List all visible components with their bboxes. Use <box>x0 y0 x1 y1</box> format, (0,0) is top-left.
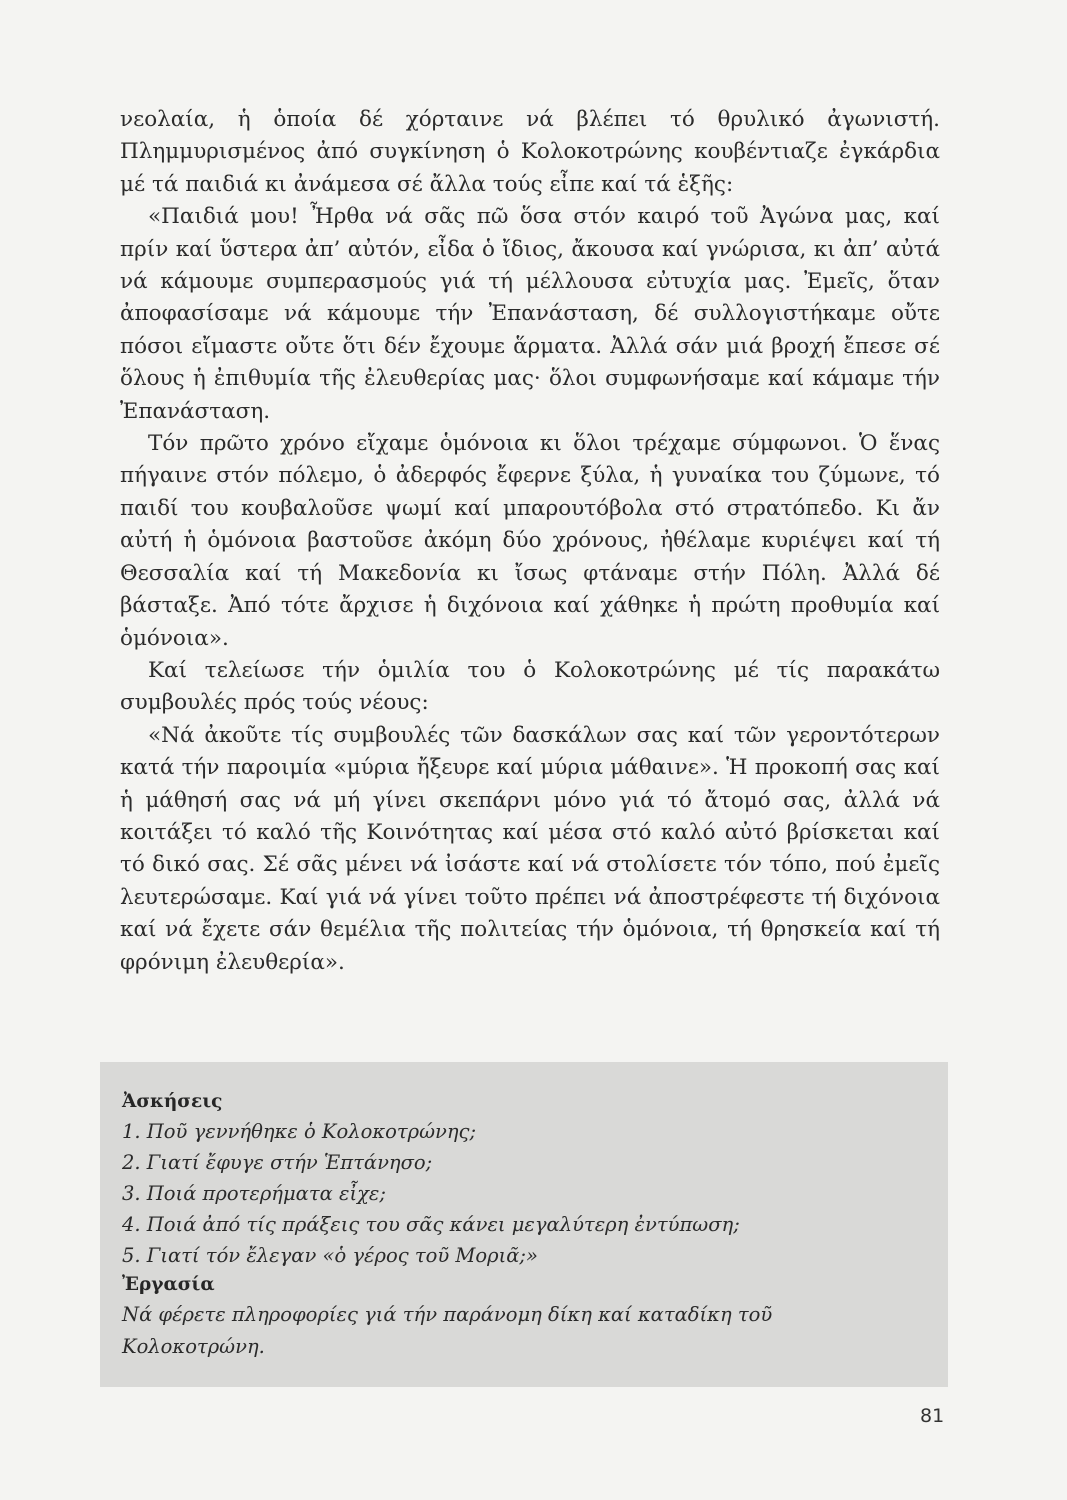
exercises-list <box>122 1116 928 1271</box>
paragraph-4: Καί τελείωσε τήν ὁμιλία του ὁ Κολοκοτρώνης μέ τίς παρακάτω συμβουλές πρός τούς νέους: <box>120 657 940 716</box>
work-text: Νά φέρετε πληροφορίες γιά τήν παράνομη δίκη καί καταδίκη τοῦ Κολοκοτρώνη. <box>122 1303 773 1358</box>
page-number: 81 <box>920 1405 945 1427</box>
paragraph-1: νεολαία, ἡ ὁποία δέ χόρταινε νά βλέπει τό θρυλικό ἀγωνιστή. Πλημμυρισμένος ἀπό συγκίνηση ὁ Κολοκοτρώνης κουβέντιαζε ἐγκάρδια μέ τά παιδιά κι ἀνάμεσα σέ ἄλλα τούς εἶπε καί τά ἑξῆς: <box>120 107 940 197</box>
main-text <box>120 104 940 979</box>
paragraph-3: Τόν πρῶτο χρόνο εἴχαμε ὁμόνοια κι ὅλοι τρέχαμε σύμφωνοι. Ὁ ἕνας πήγαινε στόν πόλεμο, ὁ ἀδερφός ἔφερνε ξύλα, ἡ γυναίκα του ζύμωνε, τό παιδί του κουβαλοῦσε ψωμί καί μπαρουτόβολα στό στρατόπεδο. Κι ἄν αὐτή ἡ ὁμόνοια βαστοῦσε ἀκόμη δύο χρόνους, ἠθέλαμε κυριέψει καί τή Θεσσαλία καί τή Μακεδονία κι ἴσως φτάναμε στήν Πόλη. Ἀλλά δέ βάσταξε. Ἀπό τότε ἄρχισε ἡ διχόνοια καί χάθηκε ἡ πρώτη προθυμία καί ὁμόνοια». <box>120 431 940 651</box>
exercise-item: 1. Ποῦ γεννήθηκε ὁ Κολοκοτρώνης; <box>122 1120 477 1143</box>
exercise-item: 2. Γιατί ἔφυγε στήν Ἑπτάνησο; <box>122 1151 433 1174</box>
exercises-heading: Ἀσκήσεις <box>122 1091 223 1112</box>
paragraph-5: «Νά ἀκοῦτε τίς συμβουλές τῶν δασκάλων σας καί τῶν γεροντότερων κατά τήν παροιμία «μύρια ἤξευρε καί μύρια μάθαινε». Ἡ προκοπή σας καί ἡ μάθησή σας νά μή γίνει σκεπάρνι μόνο γιά τό ἄτομό σας, ἀλλά νά κοιτάξει τό καλό τῆς Κοινότητας καί μέσα στό καλό αὐτό βρίσκεται καί τό δικό σας. Σέ σᾶς μένει νά ἰσάστε καί νά στολίσετε τόν τόπο, πού ἐμεῖς λευτερώσαμε. Καί γιά νά γίνει τοῦτο πρέπει νά ἀποστρέφεστε τή διχόνοια καί νά ἔχετε σάν θεμέλια τῆς πολιτείας τήν ὁμόνοια, τή θρησκεία καί τή φρόνιμη ἐλευθερία». <box>120 722 940 975</box>
paragraph-2: «Παιδιά μου! Ἦρθα νά σᾶς πῶ ὅσα στόν καιρό τοῦ Ἀγώνα μας, καί πρίν καί ὕστερα ἀπ’ αὐτόν, εἶδα ὁ ἴδιος, ἄκουσα καί γνώρισα, κι ἀπ’ αὐτά νά κάμουμε συμπερασμούς γιά τή μέλλουσα εὐτυχία μας. Ἐμεῖς, ὅταν ἀποφασίσαμε νά κάμουμε τήν Ἐπανάσταση, δέ συλλογιστήκαμε οὔτε πόσοι εἴμαστε οὔτε ὅτι δέν ἔχουμε ἅρματα. Ἀλλά σάν μιά βροχή ἔπεσε σέ ὅλους ἡ ἐπιθυμία τῆς ἐλευθερίας μας· ὅλοι συμφωνήσαμε καί κάμαμε τήν Ἐπανάσταση. <box>120 204 940 424</box>
exercise-item: 3. Ποιά προτερήματα εἶχε; <box>122 1182 386 1205</box>
work-heading: Ἐργασία <box>122 1274 215 1295</box>
exercise-box <box>100 1062 948 1387</box>
exercise-item: 4. Ποιά ἀπό τίς πράξεις του σᾶς κάνει μεγαλύτερη ἐντύπωση; <box>122 1213 740 1236</box>
exercise-item: 5. Γιατί τόν ἔλεγαν «ὁ γέρος τοῦ Μοριᾶ;» <box>122 1244 538 1267</box>
